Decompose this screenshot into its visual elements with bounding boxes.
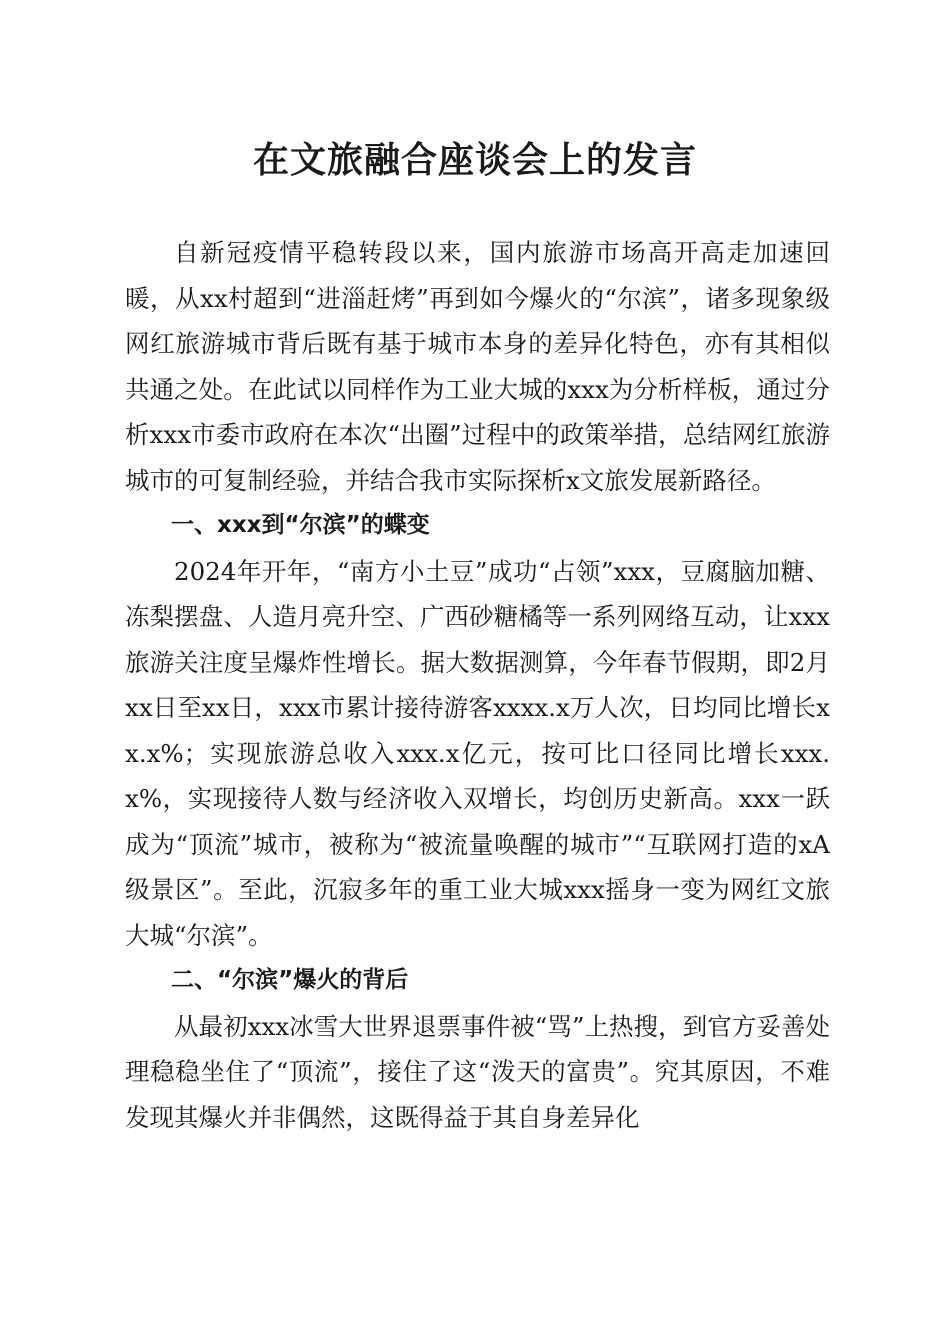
page-title: 在文旅融合座谈会上的发言 xyxy=(252,139,697,181)
paragraph-section-1: 2024年开年，“南方小土豆”成功“占领”xxx，豆腐脑加糖、冻梨摆盘、人造月亮升空、广西砂糖橘等一系列网络互动，让xxx旅游关注度呈爆炸性增长。据大数据测算，今年春节假期，即2月xx日至xx日，xxx市累计接待游客xxxx.x万人次，日均同比增长xx.x%；实现旅游总收入xxx.x亿元，按可比口径同比增长xxx.x%，实现接待人数与经济收入双增长，均创历史新高。xxx一跃成为“顶流”城市，被称为“被流量唤醒的城市”“互联网打造的xA级景区”。至此，沉寂多年的重工业大城xxx摇身一变为网红文旅大城“尔滨”。 xyxy=(125,556,830,950)
paragraph-intro: 自新冠疫情平稳转段以来，国内旅游市场高开高走加速回暖，从xx村超到“进淄赶烤”再到如今爆火的“尔滨”，诸多现象级网红旅游城市背后既有基于城市本身的差异化特色，亦有其相似共通之处。在此试以同样作为工业大城的xxx为分析样板，通过分析xxx市委市政府在本次“出圈”过程中的政策举措，总结网红旅游城市的可复制经验，并结合我市实际探析x文旅发展新路径。 xyxy=(125,238,830,495)
document-body xyxy=(125,230,830,1140)
section-heading-1: 一、xxx到“尔滨”的蝶变 xyxy=(171,512,430,538)
section-heading-2: 二、“尔滨”爆火的背后 xyxy=(171,967,409,993)
paragraph-section-2: 从最初xxx冰雪大世界退票事件被“骂”上热搜，到官方妥善处理稳稳坐住了“顶流”，接住了这“泼天的富贵”。究其原因，不难发现其爆火并非偶然，这既得益于其自身差异化 xyxy=(125,1011,830,1132)
